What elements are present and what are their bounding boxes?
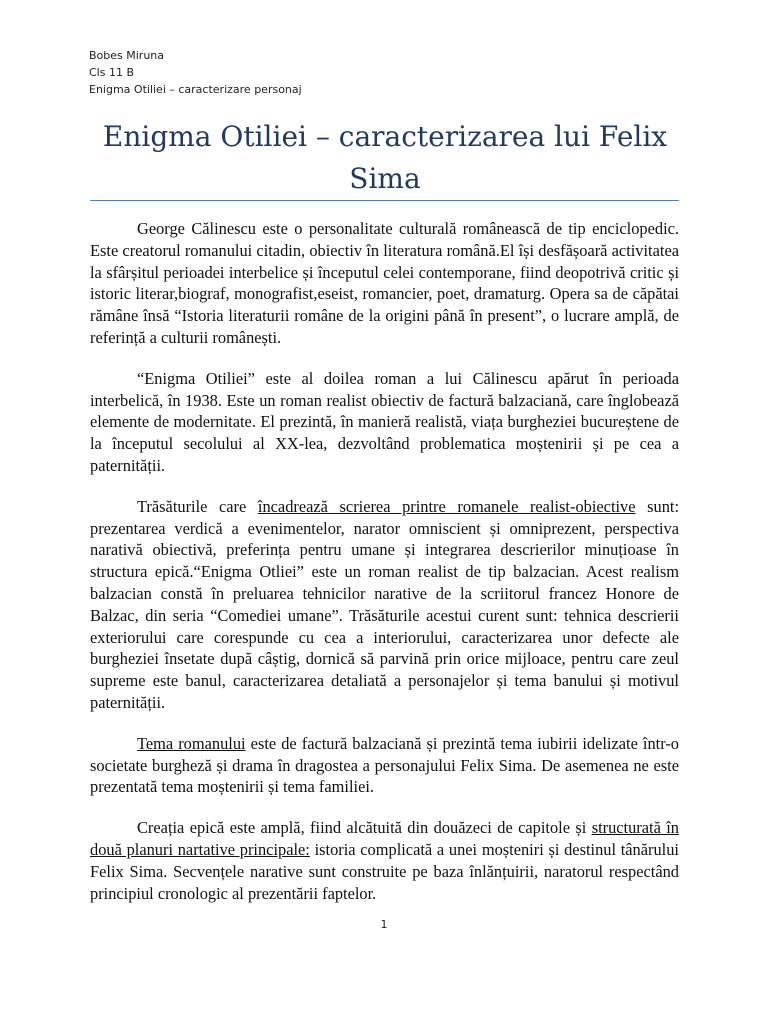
paragraph-2: “Enigma Otiliei” este al doilea roman a lui Călinescu apărut în perioada interbelică, în 1938. Este un roman realist obiectiv de factură balzaciană, care înglobează elemente de modernitate. El prezintă, în manieră realistă, viața burgheziei bucureștene de la începutul secolului al XX-lea, dezvoltând problematica moștenirii și pe cea a paternității.	[90, 368, 679, 475]
paragraph-4-rest: este de factură balzaciană și prezintă tema iubirii idelizate într-o societate burgheză și drama în dragostea a personajului Felix Sima. De asemenea ne este prezentată tema moștenirii și tema familiei.	[90, 733, 680, 797]
paragraph-5-start: Creația epică este amplă, fiind alcătuită din douăzeci de capitole și	[137, 818, 592, 838]
title-underline-divider	[90, 200, 679, 201]
document-title: Enigma Otiliei – caracterizarea lui Felix Sima	[102, 120, 668, 195]
paragraph-3	[90, 496, 679, 714]
document-body	[90, 218, 679, 923]
paragraph-5	[90, 817, 679, 904]
subject-label: Enigma Otiliei – caracterizare personaj	[89, 83, 302, 96]
paragraph-4	[90, 733, 679, 798]
paragraph-4-underlined-phrase: Tema romanului	[137, 733, 246, 753]
paragraph-3-start: Trăsăturile care	[137, 496, 258, 516]
paragraph-3-underlined-phrase: încadrează scrierea printre romanele realist-obiective	[257, 496, 636, 516]
author-name: Bobes Miruna	[89, 49, 165, 62]
paragraph-1: George Călinescu este o personalitate culturală românească de tip enciclopedic. Este creatorul romanului citadin, obiectiv în literatura română.El își desfășoară activitatea la sfârșitul perioadei interbelice și începutul celei contemporane, fiind deopotrivă critic și istoric literar,biograf, monografist,eseist, romancier, poet, dramaturg. Opera sa de căpătai rămâne însă “Istoria literaturii române de la origini până în present”, o lucrare amplă, de referință a culturii românești.	[90, 219, 679, 347]
page-number: 1	[380, 918, 388, 931]
document-header	[89, 47, 302, 98]
paragraph-5-underlined-phrase: structurată în două planuri nartative principale:	[90, 818, 679, 859]
paragraph-5-rest: istoria complicată a unei moșteniri și destinul tânărului Felix Sima. Secvențele narative sunt construite pe baza înlănțuirii, naratorul respectând principiul cronologic al prezentării faptelor.	[90, 839, 679, 903]
class-label: Cls 11 B	[89, 66, 135, 79]
paragraph-3-rest: sunt: prezentarea verdică a evenimentelor, narator omniscient și omniprezent, perspectiva narativă obiectivă, preferința pentru umane și integrarea descrierilor minuțioase în structura epică.“Enigma Otliei” este un roman realist de tip balzacian. Acest realism balzacian constă în preluarea tehnicilor narative de la scriitorul francez Honore de Balzac, din seria “Comediei umane”. Trăsăturile acestui curent sunt: tehnica descrierii exteriorului care corespunde cu cea a interiorului, caracterizarea unor defecte ale burgheziei însetate după câștig, dornică să parvină prin orice mijloace, pentru care zeul supreme este banul, caracterizarea detaliată a personajelor și tema banului și motivul paternității.	[90, 496, 680, 712]
